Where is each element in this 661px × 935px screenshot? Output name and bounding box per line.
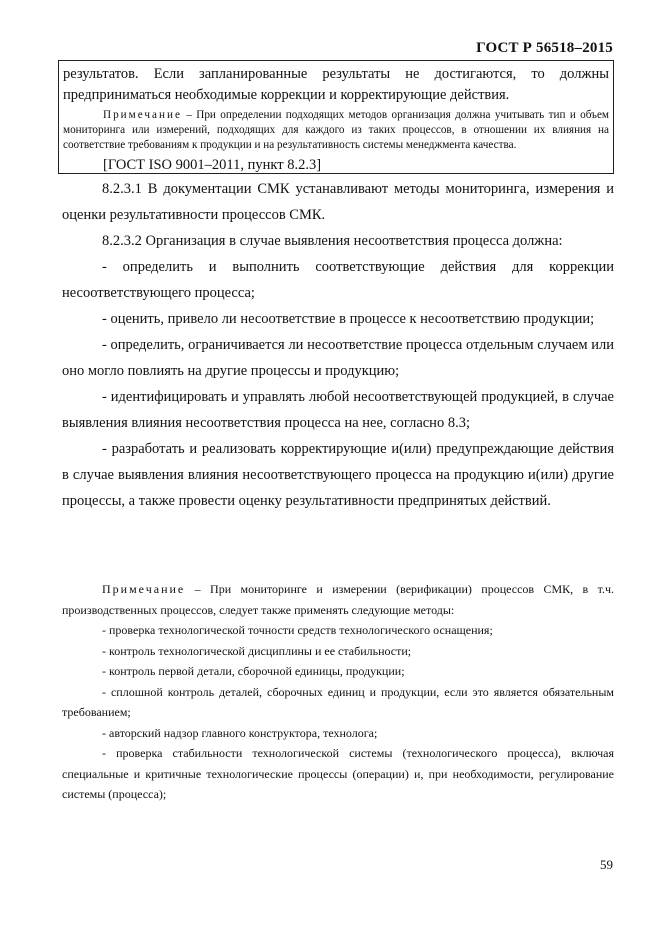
list-item: - разработать и реализовать корректирующие и(или) предупреждающие действия в случае выявления влияния несоответствующего процесса на продукцию и(или) другие процессы, а также провести оценку результативности предпринятых действий. [62, 441, 614, 509]
box-text: результатов. Если запланированные результаты не достигаются, то должны предприниматься необходимые коррекции и корректирующие действия. [63, 66, 609, 103]
note-item: - проверка технологической точности средств технологического оснащения; [102, 623, 493, 637]
main-text [62, 176, 614, 514]
note-intro [62, 579, 614, 620]
note-intro-text: – При мониторинге и измерении (верификации) процессов СМК, в т.ч. производственных процессов, следует также применять следующие методы: [62, 582, 614, 617]
box-note-text: – При определении подходящих методов организация должна учитывать тип и объем мониторинга или измерений, подходящих для каждого из таких процессов, в отношении их влияния на соответствие требованиям к продукции и на результативность системы менеджмента качества. [63, 109, 609, 151]
box-note-label: Примечание [103, 109, 182, 121]
note-item: - контроль технологической дисциплины и ее стабильности; [102, 643, 412, 658]
page-number: 59 [600, 857, 613, 872]
list-item: - оценить, привело ли несоответствие в процессе к несоответствию продукции; [102, 311, 595, 327]
paragraph: 8.2.3.2 Организация в случае выявления несоответствия процесса должна: [102, 233, 563, 249]
note-item: - сплошной контроль деталей, сборочных единиц и продукции, если это является обязательным требованием; [62, 684, 614, 719]
list-item: - определить и выполнить соответствующие действия для коррекции несоответствующего процесса; [62, 259, 614, 301]
note-item: - проверка стабильности технологической системы (технологического процесса), включая специальные и критичные технологические процессы (операции) и, при необходимости, регулирование системы (процесса); [62, 746, 614, 801]
box-reference: [ГОСТ ISO 9001–2011, пункт 8.2.3] [103, 157, 322, 173]
note-item: - контроль первой детали, сборочной единицы, продукции; [102, 664, 405, 678]
paragraph: 8.2.3.1 В документации СМК устанавливают методы мониторинга, измерения и оценки результативности процессов СМК. [62, 181, 614, 223]
box-note [63, 108, 609, 153]
quoted-standard-box [58, 60, 614, 174]
document-header: ГОСТ Р 56518–2015 [476, 40, 613, 56]
list-item: - идентифицировать и управлять любой несоответствующей продукцией, в случае выявления влияния несоответствия процесса на нее, согласно 8.3; [62, 389, 614, 431]
list-item: - определить, ограничивается ли несоответствие процесса отдельным случаем или оно могло повлиять на другие процессы и продукцию; [62, 337, 614, 379]
note-item: - авторский надзор главного конструктора, технолога; [102, 725, 378, 740]
note-block [62, 579, 614, 805]
note-label: Примечание [102, 582, 186, 596]
